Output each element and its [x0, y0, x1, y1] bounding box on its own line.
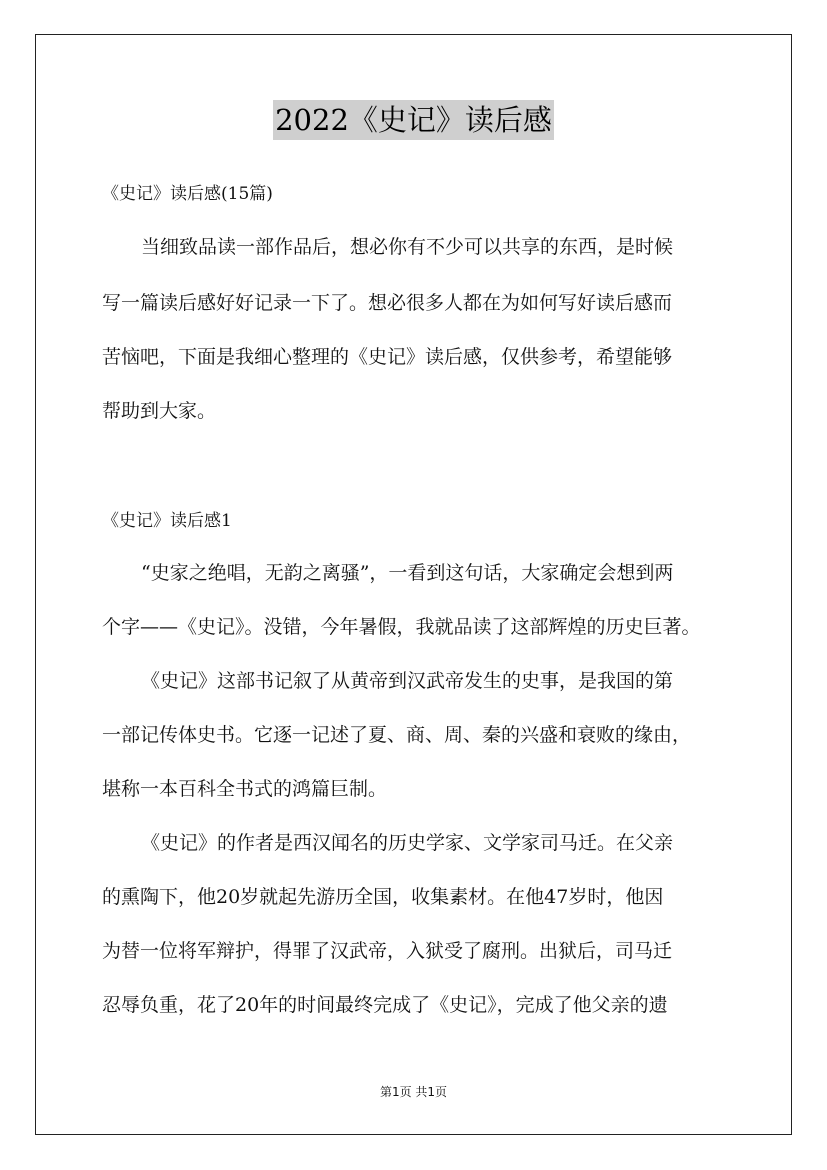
- body-line: “史家之绝唱，无韵之离骚”，一看到这句话，大家确定会想到两: [141, 562, 674, 584]
- title-wrap: [0, 100, 827, 140]
- intro-line: 苦恼吧，下面是我细心整理的《史记》读后感，仅供参考，希望能够: [102, 346, 673, 368]
- intro-line: 当细致品读一部作品后，想必你有不少可以共享的东西，是时候: [141, 236, 674, 258]
- body-line: 个字——《史记》。没错，今年暑假，我就品读了这部辉煌的历史巨著。: [102, 616, 701, 638]
- body-line: 的熏陶下，他20岁就起先游历全国，收集素材。在他47岁时，他因: [102, 886, 664, 908]
- body-line: 一部记传体史书。它逐一记述了夏、商、周、秦的兴盛和衰败的缘由，: [102, 724, 692, 746]
- body-line: 《史记》这部书记叙了从黄帝到汉武帝发生的史事，是我国的第: [141, 670, 674, 692]
- document-title: 2022《史记》读后感: [273, 100, 554, 140]
- intro-line: 写一篇读后感好好记录一下了。想必很多人都在为如何写好读后感而: [102, 292, 673, 314]
- intro-line: 帮助到大家。: [102, 400, 217, 422]
- body-line: 《史记》的作者是西汉闻名的历史学家、文学家司马迁。在父亲: [141, 832, 674, 854]
- subtitle: 《史记》读后感(15篇): [102, 184, 273, 204]
- body-line: 为替一位将军辩护，得罪了汉武帝，入狱受了腐刑。出狱后，司马迁: [102, 940, 673, 962]
- section-heading: 《史记》读后感1: [102, 511, 232, 531]
- body-line: 忍辱负重，花了20年的时间最终完成了《史记》，完成了他父亲的遗: [102, 994, 668, 1016]
- page-footer: 第1页 共1页: [379, 1085, 448, 1099]
- body-line: 堪称一本百科全书式的鸿篇巨制。: [102, 778, 388, 800]
